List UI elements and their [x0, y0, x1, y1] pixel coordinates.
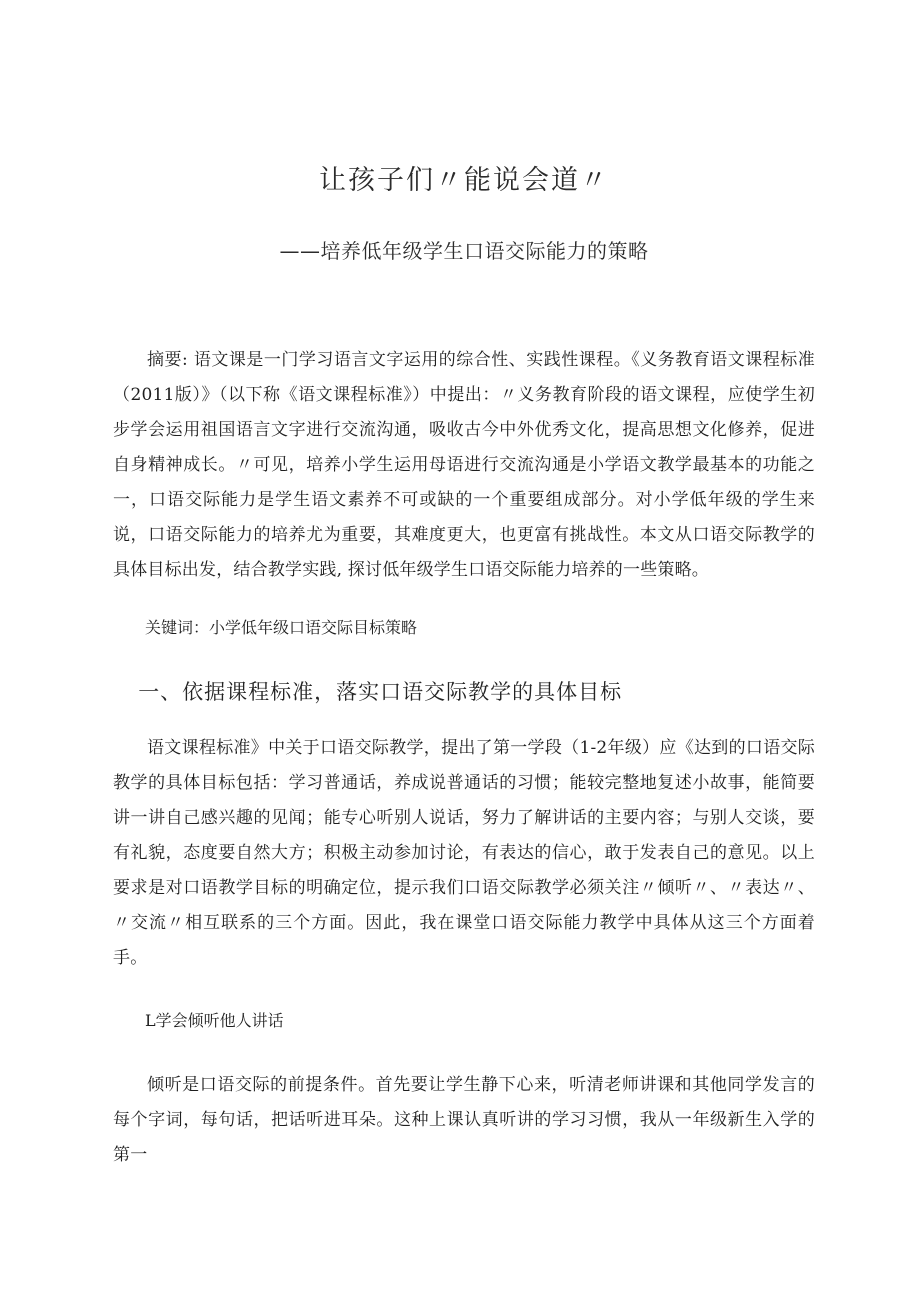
document-title: 让孩子们〃能说会道〃 [319, 165, 609, 196]
abstract-section [113, 265, 815, 588]
section-heading-1: 一、依据课程标准，落实口语交际教学的具体目标 [138, 680, 623, 705]
page-content [113, 0, 815, 1173]
section-paragraph-1: 语文课程标准》中关于口语交际教学，提出了第一学段（1-2年级）应《达到的口语交际教学的具体目标包括：学习普通话，养成说普通话的习惯；能较完整地复述小故事，能简要讲一讲自己感兴趣的见闻；能专心听别人说话，努力了解讲话的主要内容；与别人交谈，要有礼貌，态度要自然大方；积极主动参加讨论，有表达的信心，敢于发表自己的意见。以上要求是对口语教学目标的明确定位，提示我们口语交际教学必须关注〃倾听〃、〃表达〃、〃交流〃相互联系的三个方面。因此，我在课堂口语交际能力教学中具体从这三个方面着手。 [113, 738, 815, 969]
subsection-heading-1-1: L学会倾听他人讲话 [145, 1011, 284, 1031]
section-body-1 [113, 709, 815, 976]
document-subtitle: ——培养低年级学生口语交际能力的策略 [279, 239, 649, 264]
subsection-body-1-1 [113, 1038, 815, 1173]
abstract-paragraph: 摘要: 语文课是一门学习语言文字运用的综合性、实践性课程。《义务教育语文课程标准（2011版）》（以下称《语文课程标准》）中提出：〃义务教育阶段的语文课程，应使学生初步学会运用祖国语言文字进行交流沟通，吸收古今中外优秀文化，提高思想文化修养，促进自身精神成长。〃可见，培养小学生运用母语进行交流沟通是小学语文教学最基本的功能之一，口语交际能力是学生语文素养不可或缺的一个重要组成部分。对小学低年级的学生来说，口语交际能力的培养尤为重要，其难度更大，也更富有挑战性。本文从口语交际教学的具体目标出发，结合教学实践, 探讨低年级学生口语交际能力培养的一些策略。 [113, 350, 815, 581]
subsection-paragraph-1-1: 倾听是口语交际的前提条件。首先要让学生静下心来，听清老师讲课和其他同学发言的每个字词，每句话，把话听进耳朵。这种上课认真听讲的学习习惯，我从一年级新生入学的第一 [113, 1075, 815, 1166]
keywords-line: 关键词：小学低年级口语交际目标策略 [145, 618, 418, 638]
